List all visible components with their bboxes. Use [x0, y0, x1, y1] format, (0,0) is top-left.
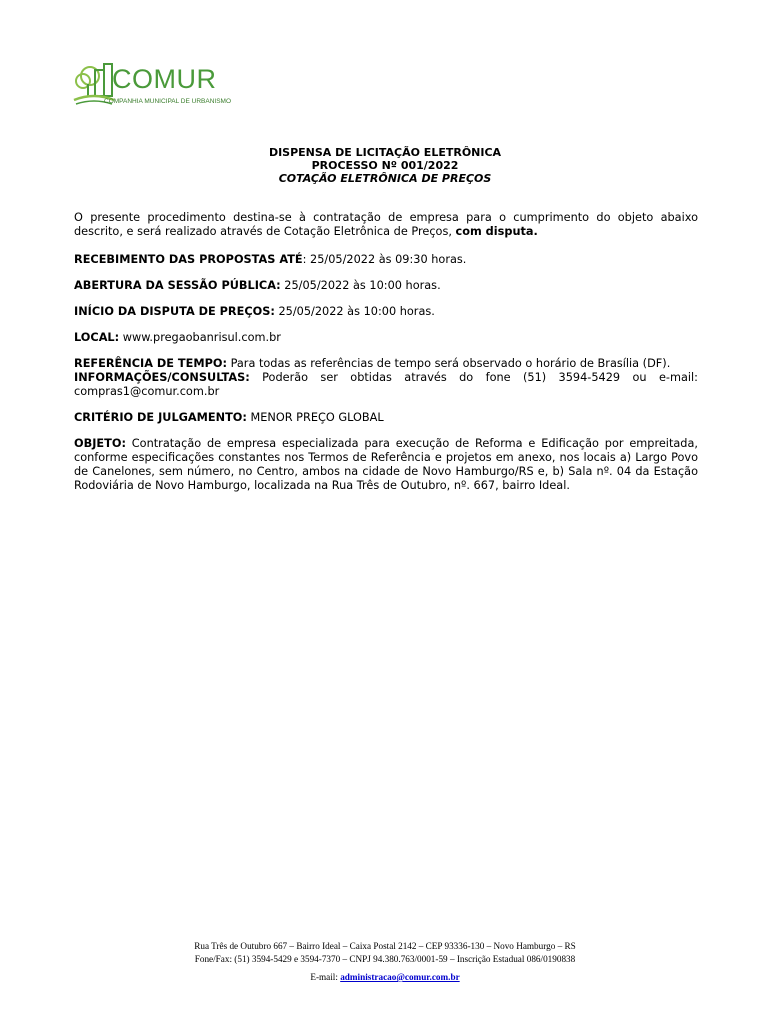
informacoes-line [74, 371, 698, 399]
abertura-label: ABERTURA DA SESSÃO PÚBLICA: [74, 279, 281, 292]
abertura-line [74, 279, 698, 293]
inicio-label: INÍCIO DA DISPUTA DE PREÇOS: [74, 305, 275, 318]
referencia-line [74, 357, 698, 371]
local-line [74, 331, 698, 345]
logo-subtitle: COMPANHIA MUNICIPAL DE URBANISMO [104, 98, 232, 105]
objeto-paragraph [74, 437, 698, 493]
objeto-value: Contratação de empresa especializada para execução de Reforma e Edificação por empreitada, conforme especificações constantes nos Termos de Referência e projetos em anexo, nos locais a) Largo Povo de Canelones, sem número, no Centro, ambos na cidade de Novo Hamburgo/RS e, b) Sala nº. 04 da Estação Rodoviária de Novo Hamburgo, localizada na Rua Três de Outubro, nº. 667, bairro Ideal. [74, 437, 698, 492]
footer-address: Rua Três de Outubro 667 – Bairro Ideal – Caixa Postal 2142 – CEP 93336-130 – Novo Hamburgo – RS [194, 941, 576, 951]
abertura-value: 25/05/2022 às 10:00 horas. [280, 279, 441, 292]
referencia-label: REFERÊNCIA DE TEMPO: [74, 357, 227, 370]
recebimento-label: RECEBIMENTO DAS PROPOSTAS ATÉ [74, 253, 303, 266]
heading-line-1: DISPENSA DE LICITAÇÃO ELETRÔNICA [268, 146, 502, 159]
page-footer [0, 940, 770, 984]
heading-line-3: COTAÇÃO ELETRÔNICA DE PREÇOS [278, 172, 492, 185]
document-heading [0, 146, 770, 185]
local-value: www.pregaobanrisul.com.br [119, 331, 281, 344]
intro-paragraph [74, 211, 698, 239]
local-label: LOCAL: [74, 331, 120, 344]
heading-line-2: PROCESSO Nº 001/2022 [311, 159, 459, 172]
footer-email-label: E-mail: [310, 972, 341, 982]
recebimento-line [74, 253, 698, 267]
footer-email-link[interactable]: administracao@comur.com.br [340, 972, 460, 982]
informacoes-value: Poderão ser obtidas através do fone (51) 3594-5429 ou e-mail: compras1@comur.com.br [74, 371, 698, 398]
referencia-value: Para todas as referências de tempo será observado o horário de Brasília (DF). [226, 357, 671, 370]
criterio-line [74, 411, 698, 425]
criterio-label: CRITÉRIO DE JULGAMENTO: [74, 411, 247, 424]
criterio-value: MENOR PREÇO GLOBAL [246, 411, 384, 424]
document-body [74, 211, 698, 505]
recebimento-value: : 25/05/2022 às 09:30 horas. [302, 253, 467, 266]
comur-logo [70, 60, 232, 114]
footer-phone: Fone/Fax: (51) 3594-5429 e 3594-7370 – CNPJ 94.380.763/0001-59 – Inscrição Estadual 086/0190838 [194, 954, 576, 964]
inicio-value: 25/05/2022 às 10:00 horas. [274, 305, 435, 318]
informacoes-label: INFORMAÇÕES/CONSULTAS: [74, 371, 250, 384]
logo-wordmark: COMUR [112, 64, 217, 94]
inicio-line [74, 305, 698, 319]
intro-text: O presente procedimento destina-se à contratação de empresa para o cumprimento do objeto abaixo descrito, e será realizado através de Cotação Eletrônica de Preços, [74, 211, 698, 238]
footer-email-line [0, 971, 770, 984]
intro-bold: com disputa. [455, 225, 538, 238]
objeto-label: OBJETO: [74, 437, 126, 450]
